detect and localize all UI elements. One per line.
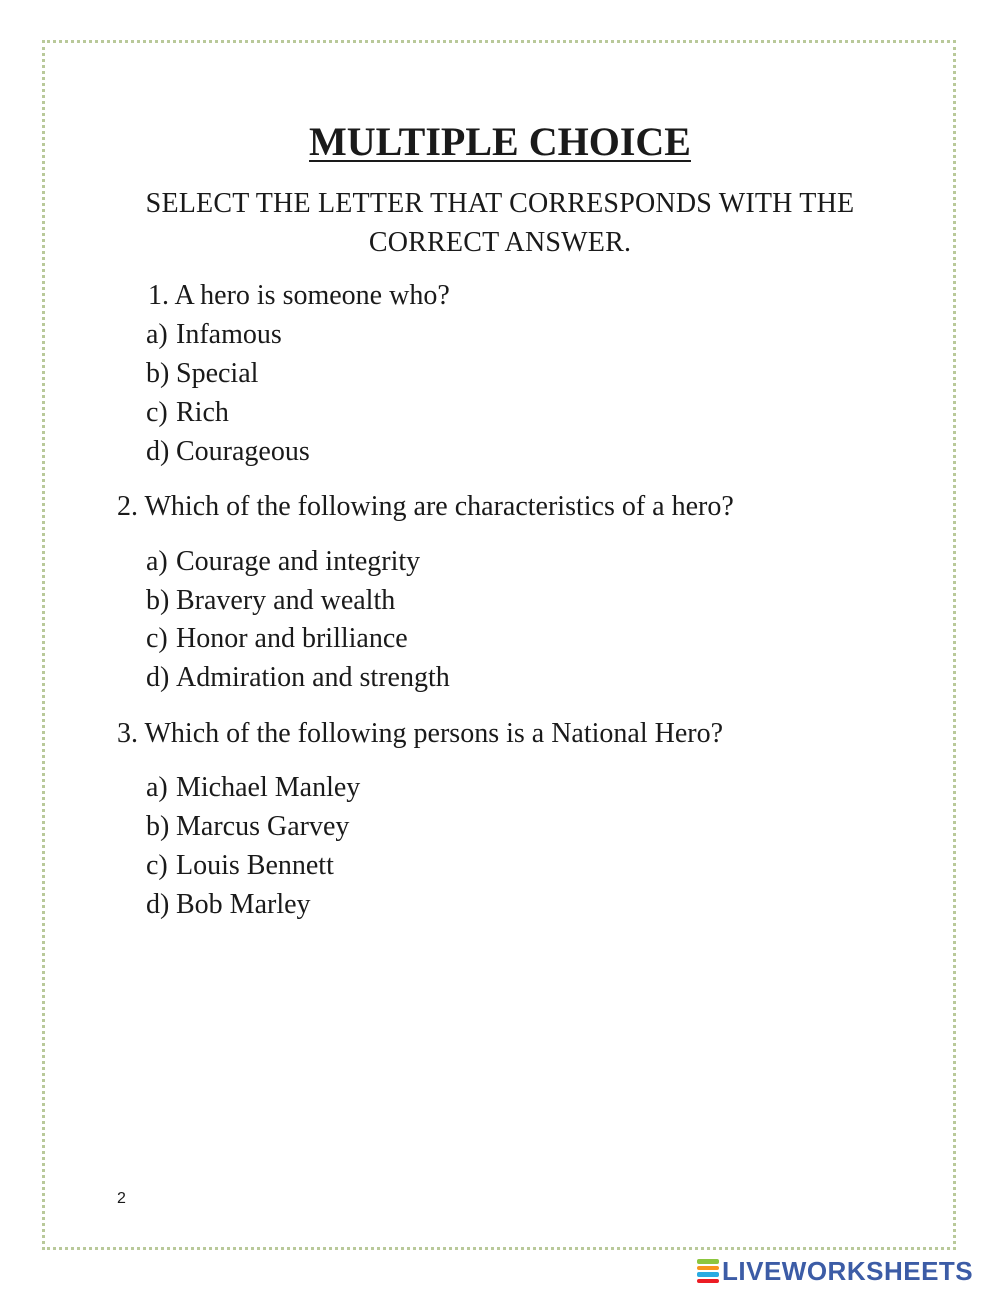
question-number: 3. xyxy=(117,718,138,749)
question-text: Which of the following persons is a National Hero? xyxy=(144,718,724,749)
option-text: Courage and integrity xyxy=(176,546,421,577)
option-1a[interactable] xyxy=(146,319,282,351)
question-number: 2. xyxy=(117,491,138,522)
option-letter: d) xyxy=(146,436,170,467)
option-1d[interactable] xyxy=(146,436,310,468)
question-number: 1. xyxy=(148,280,169,311)
option-2c[interactable] xyxy=(146,623,408,655)
option-text: Infamous xyxy=(176,319,282,350)
question-1 xyxy=(148,280,450,312)
option-3b[interactable] xyxy=(146,811,349,843)
question-text: Which of the following are characteristics of a hero? xyxy=(144,491,734,522)
option-letter: a) xyxy=(146,319,168,350)
option-letter: b) xyxy=(146,358,170,389)
option-1c[interactable] xyxy=(146,397,229,429)
option-text: Louis Bennett xyxy=(176,850,334,881)
option-2d[interactable] xyxy=(146,662,450,694)
option-3c[interactable] xyxy=(146,850,334,882)
brand-name: LIVEWORKSHEETS xyxy=(722,1255,974,1286)
option-letter: d) xyxy=(146,889,170,920)
option-letter: a) xyxy=(146,772,168,803)
option-text: Bravery and wealth xyxy=(176,585,396,616)
instructions: SELECT THE LETTER THAT CORRESPONDS WITH THE CORRECT ANSWER. xyxy=(145,188,855,258)
question-2 xyxy=(117,491,734,523)
option-3d[interactable] xyxy=(146,889,311,921)
option-letter: c) xyxy=(146,850,168,881)
option-text: Courageous xyxy=(176,436,310,467)
option-letter: c) xyxy=(146,623,168,654)
option-3a[interactable] xyxy=(146,772,360,804)
liveworksheets-logo-icon xyxy=(697,1258,719,1284)
option-letter: d) xyxy=(146,662,170,693)
option-letter: b) xyxy=(146,811,170,842)
option-text: Honor and brilliance xyxy=(176,623,408,654)
option-text: Rich xyxy=(176,397,229,428)
option-text: Michael Manley xyxy=(176,772,361,803)
question-text: A hero is someone who? xyxy=(174,280,450,311)
page-number: 2 xyxy=(117,1190,126,1207)
page-title: MULTIPLE CHOICE xyxy=(309,119,691,164)
option-text: Admiration and strength xyxy=(176,662,450,693)
option-2b[interactable] xyxy=(146,585,395,617)
liveworksheets-brand[interactable] xyxy=(697,1257,973,1285)
option-letter: a) xyxy=(146,546,168,577)
option-2a[interactable] xyxy=(146,546,420,578)
option-letter: c) xyxy=(146,397,168,428)
option-1b[interactable] xyxy=(146,358,258,390)
option-text: Bob Marley xyxy=(176,889,311,920)
question-3 xyxy=(117,718,723,750)
option-letter: b) xyxy=(146,585,170,616)
option-text: Marcus Garvey xyxy=(176,811,350,842)
option-text: Special xyxy=(176,358,259,389)
